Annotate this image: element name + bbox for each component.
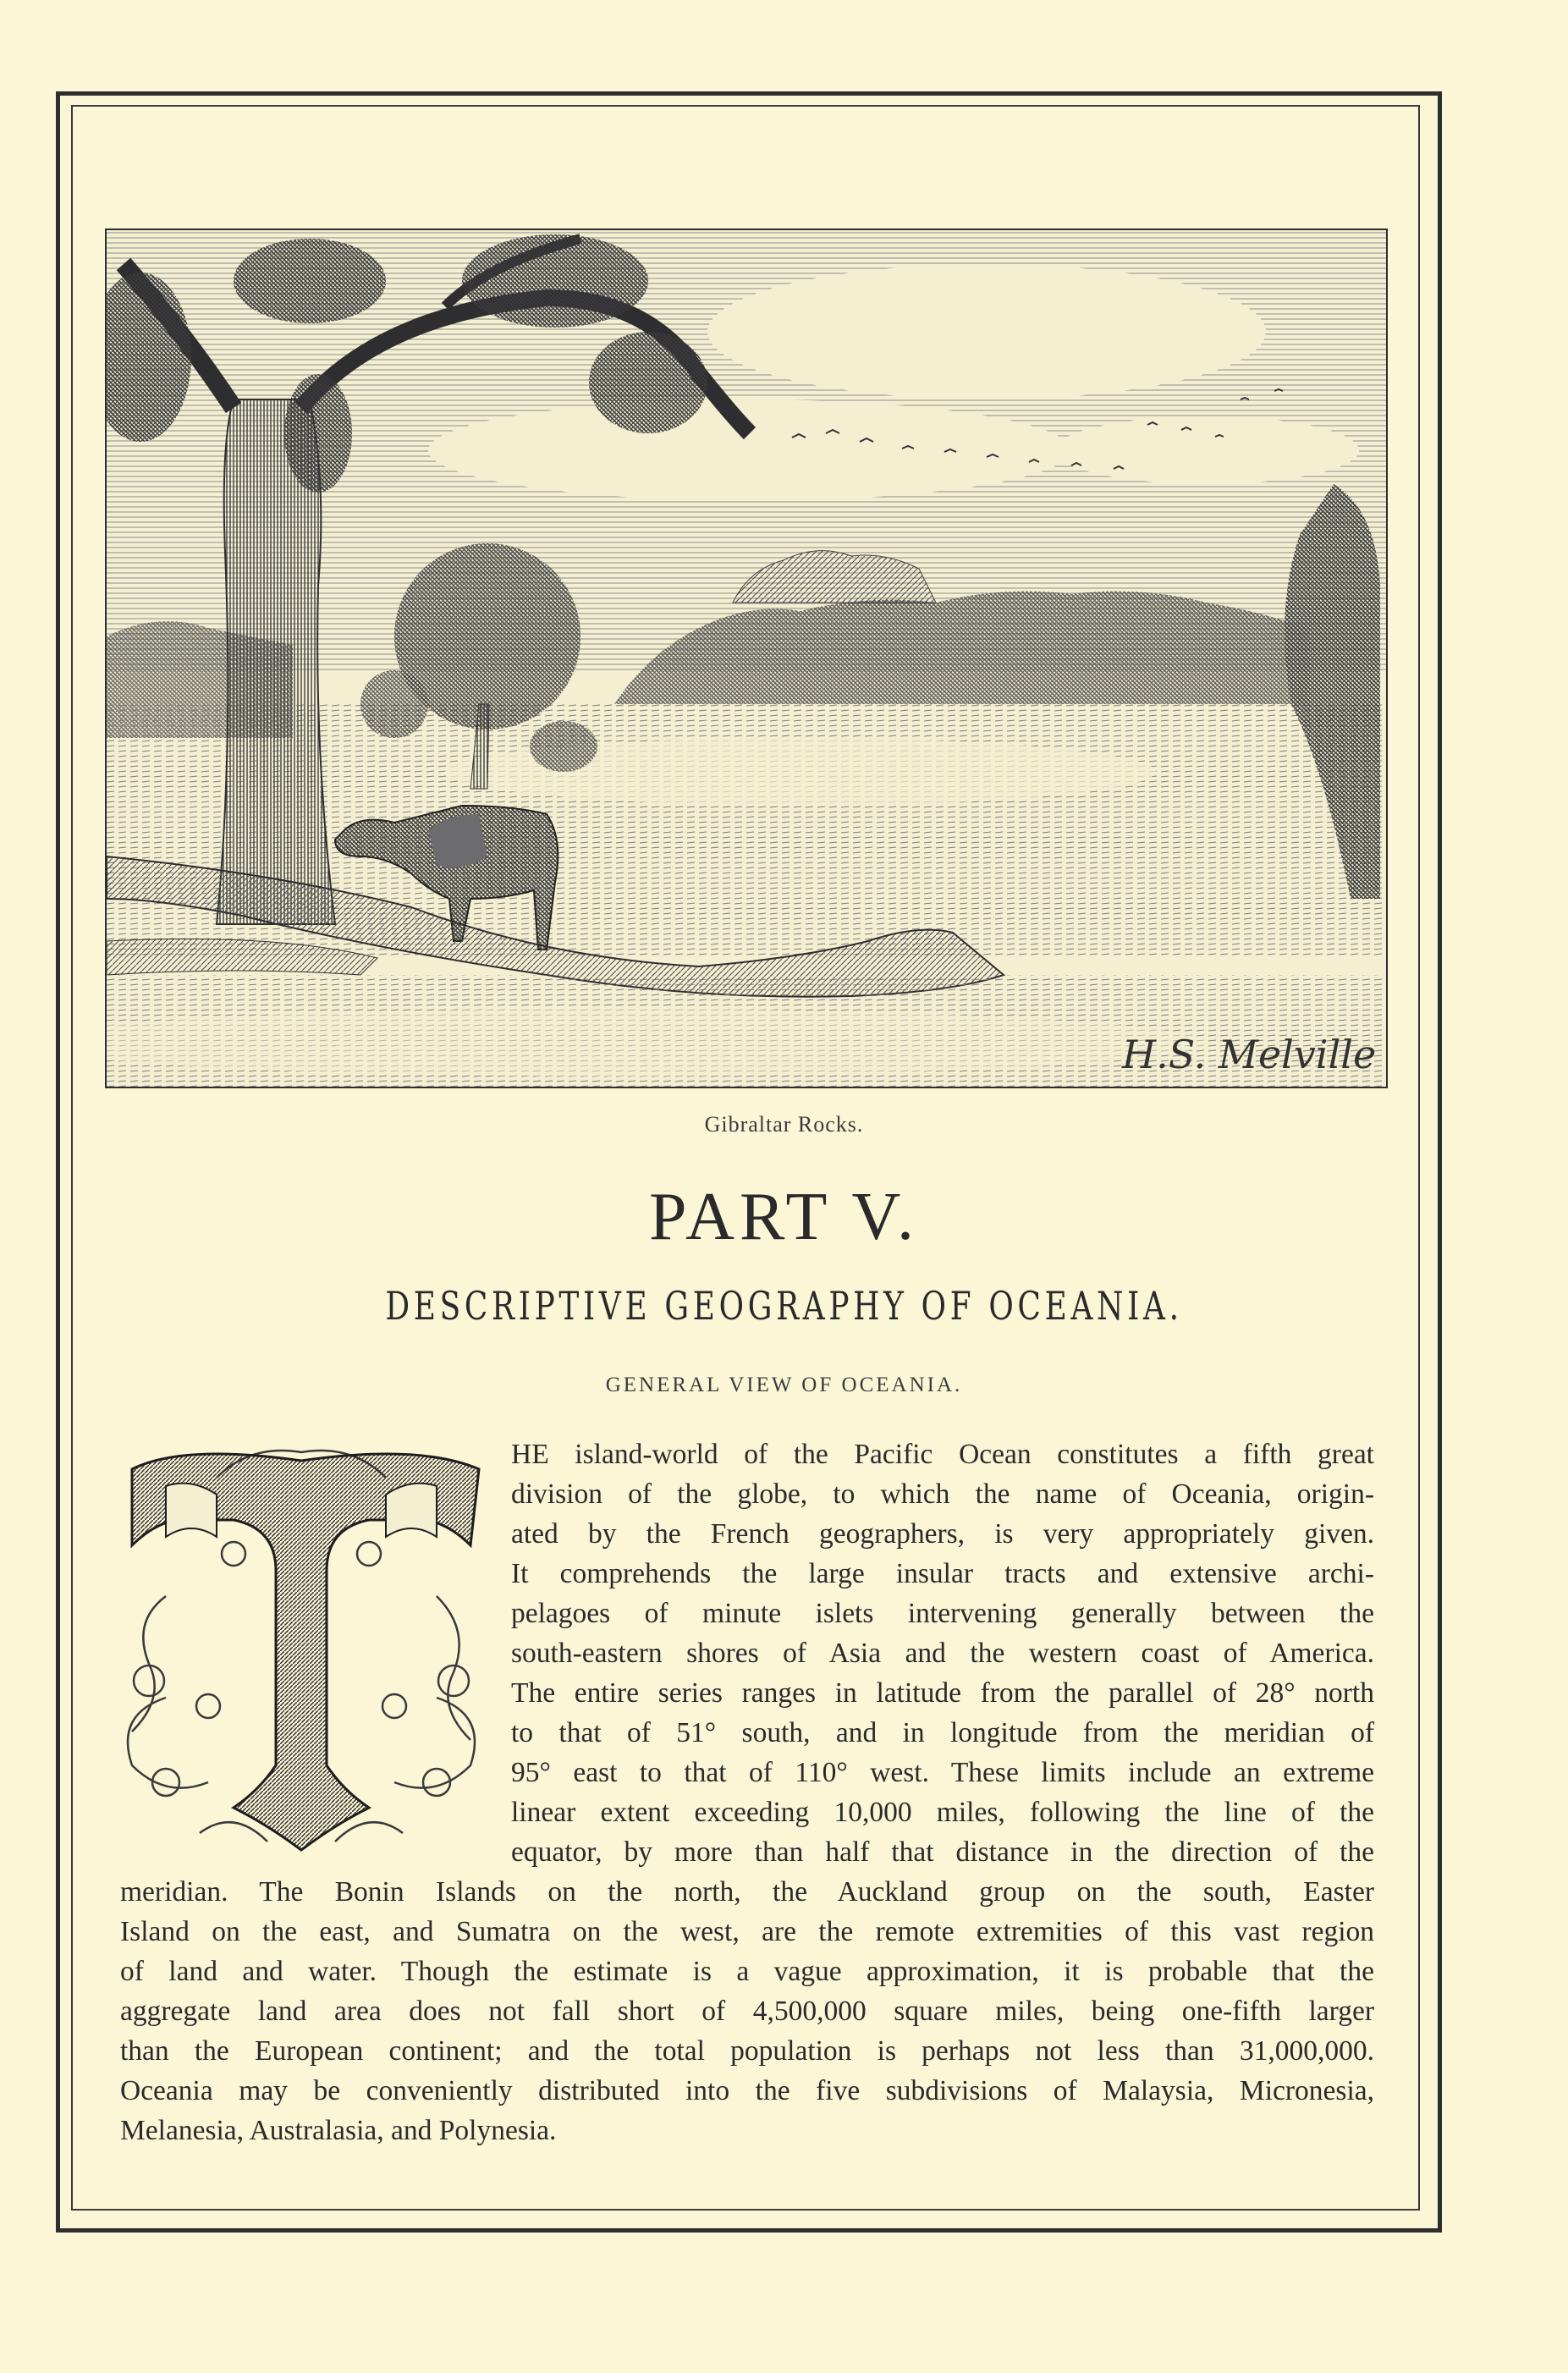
- text-line: pelagoes of minute islets intervening generally between the: [511, 1598, 1374, 1629]
- chapter-title: DESCRIPTIVE GEOGRAPHY OF OCEANIA.: [385, 1283, 1183, 1329]
- text-line-last: Melanesia, Australasia, and Polynesia.: [120, 2115, 557, 2146]
- illustration-caption: Gibraltar Rocks.: [704, 1112, 864, 1137]
- text-line: linear extent exceeding 10,000 miles, following the line of the: [511, 1797, 1374, 1828]
- text-line: Oceania may be conveniently distributed into the five subdivisions of Malaysia, Micronesia,: [120, 2075, 1374, 2106]
- text-line: equator, by more than half that distance in the direction of the: [511, 1836, 1374, 1868]
- text-line: division of the globe, to which the name of Oceania, origin-: [511, 1478, 1374, 1510]
- text-line: south-eastern shores of Asia and the western coast of America.: [511, 1638, 1374, 1669]
- text-line: It comprehends the large insular tracts and extensive archi-: [511, 1558, 1374, 1589]
- text-line: HE island-world of the Pacific Ocean constitutes a fifth great: [511, 1439, 1374, 1470]
- text-line: The entire series ranges in latitude from the parallel of 28° north: [511, 1677, 1374, 1709]
- part-title: PART V.: [649, 1180, 919, 1254]
- text-line: to that of 51° south, and in longitude from the meridian of: [511, 1717, 1374, 1748]
- text-line: Island on the east, and Sumatra on the west, are the remote extremities of this vast region: [120, 1916, 1374, 1947]
- artist-signature: H.S. Melville: [1122, 1032, 1377, 1077]
- text-line: than the European continent; and the total population is perhaps not less than 31,000,000.: [120, 2035, 1374, 2067]
- engraving-illustration: [105, 228, 1388, 1088]
- ornamental-dropcap: [115, 1427, 487, 1875]
- text-line: of land and water. Though the estimate is a vague approximation, it is probable that the: [120, 1956, 1374, 1987]
- text-line: aggregate land area does not fall short of 4,500,000 square miles, being one-fifth larger: [120, 1996, 1374, 2027]
- text-line: 95° east to that of 110° west. These limits include an extreme: [511, 1757, 1374, 1788]
- section-heading: GENERAL VIEW OF OCEANIA.: [605, 1374, 963, 1396]
- text-line: ated by the French geographers, is very appropriately given.: [511, 1518, 1374, 1550]
- text-line: meridian. The Bonin Islands on the north, the Auckland group on the south, Easter: [120, 1876, 1374, 1908]
